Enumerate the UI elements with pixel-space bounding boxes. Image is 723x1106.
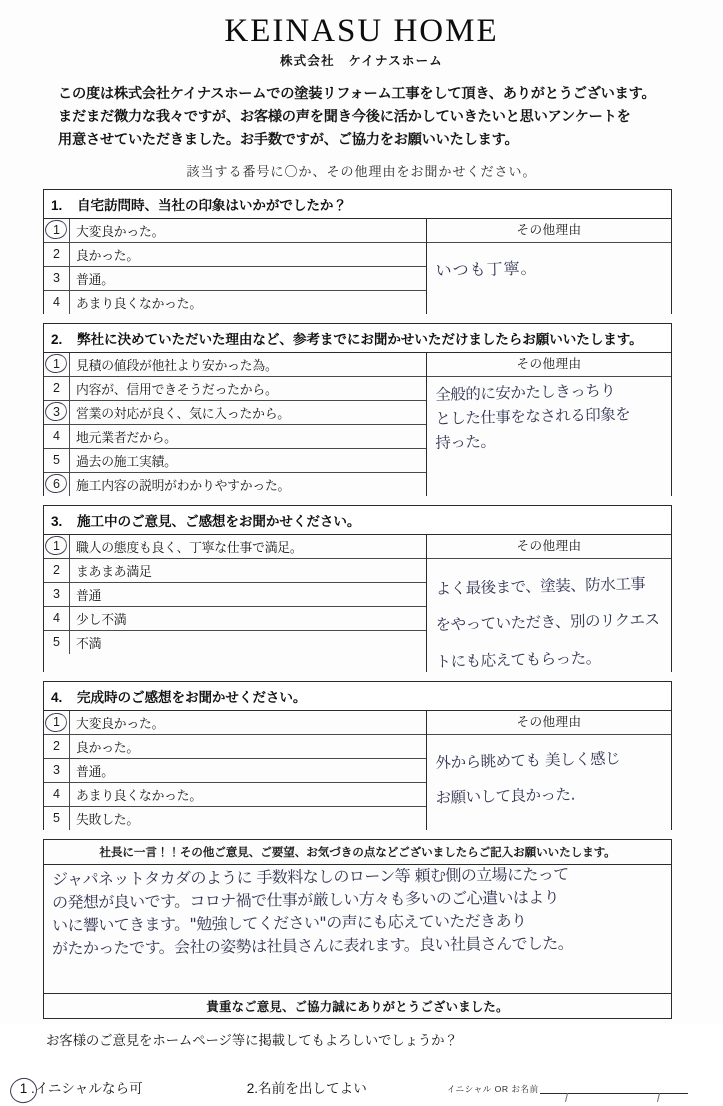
handwritten-text: をやっていただき、別のリクエス [435, 610, 660, 635]
option-label: 普通 [76, 587, 102, 603]
option-label: 内容が、信用できそうだったから。 [76, 381, 278, 397]
option-row[interactable] [44, 807, 426, 830]
option-row[interactable] [44, 735, 426, 759]
instruction-line: 該当する番号に〇か、その他理由をお聞かせください。 [186, 163, 537, 179]
question-3-options [44, 535, 427, 673]
intro-line-3: 用意させていただきました。お手数ですが、ご協力をお願いいたします。 [58, 131, 519, 148]
option-number-circled[interactable]: 1 [44, 711, 70, 734]
question-3-handwriting-area[interactable] [427, 559, 671, 673]
option-number[interactable]: 2 [44, 735, 70, 758]
question-4-options [44, 711, 427, 830]
option-number-circled[interactable]: 1 [44, 353, 70, 376]
option-label: あまり良くなかった。 [76, 295, 202, 311]
question-4-handwriting-area[interactable] [427, 735, 671, 830]
option-label: 良かった。 [76, 740, 139, 756]
option-row[interactable] [44, 631, 426, 654]
handwritten-text: いつも丁寧。 [435, 258, 538, 280]
question-1-text: 自宅訪問時、当社の印象はいかがでしたか？ [77, 197, 347, 213]
question-2-number: 2. [51, 331, 63, 347]
reason-column-header: その他理由 [427, 535, 671, 559]
option-row[interactable] [44, 243, 426, 267]
option-row[interactable] [44, 353, 426, 377]
option-label: あまり良くなかった。 [76, 788, 202, 804]
option-row[interactable] [44, 377, 426, 401]
question-block-4 [43, 681, 672, 830]
option-row[interactable] [44, 759, 426, 783]
question-4-title [44, 682, 671, 711]
president-comment-heading: 社長に一言！！その他ご意見、ご要望、お気づきの点などございましたらご記入お願いいたします。 [44, 840, 671, 865]
handwritten-text: 全般的に安かたしきっちり [435, 381, 616, 404]
option-label: 失敗した。 [76, 812, 139, 828]
question-3-number: 3. [51, 513, 63, 529]
option-label: 少し不満 [76, 611, 127, 627]
consent-option-1[interactable] [14, 1077, 143, 1097]
handwritten-text: 持った。 [435, 432, 496, 452]
option-number[interactable]: 2 [44, 559, 70, 582]
consent-option-2[interactable]: 2.名前を出してよい [246, 1081, 367, 1097]
option-row[interactable] [44, 535, 426, 559]
option-number[interactable]: 4 [44, 783, 70, 806]
question-1-reason-cell[interactable] [427, 219, 671, 314]
option-row[interactable] [44, 291, 426, 314]
question-2-title [44, 324, 671, 353]
document-header [0, 0, 723, 69]
question-2-handwriting-area[interactable] [427, 377, 671, 496]
option-number[interactable]: 2 [44, 377, 70, 400]
question-4-text: 完成時のご感想をお聞かせください。 [77, 690, 307, 706]
option-label: 大変良かった。 [76, 223, 165, 239]
option-row[interactable] [44, 267, 426, 291]
question-block-1 [43, 189, 672, 314]
question-4-reason-cell[interactable] [427, 711, 671, 830]
option-label: 職人の態度も良く、丁寧な仕事で満足。 [76, 539, 303, 555]
option-number[interactable]: 2 [44, 243, 70, 266]
option-label: 営業の対応が良く、気に入ったから。 [76, 405, 290, 421]
consent-options-row [0, 1059, 723, 1097]
option-row[interactable] [44, 473, 426, 496]
question-block-2 [43, 323, 672, 496]
signature-line[interactable] [540, 1093, 688, 1094]
option-row[interactable] [44, 783, 426, 807]
president-comment-handwriting-area[interactable] [44, 865, 671, 993]
option-label: 大変良かった。 [76, 716, 165, 732]
handwritten-text: ジャパネットタカダのように 手数料なしのローン等 頼む側の立場にたって [52, 865, 569, 890]
option-row[interactable] [44, 219, 426, 243]
question-block-3 [43, 505, 672, 673]
question-1-options [44, 219, 427, 314]
option-number[interactable]: 5 [44, 449, 70, 472]
option-row[interactable] [44, 583, 426, 607]
thank-you-line: 貴重なご意見、ご協力誠にありがとうございました。 [44, 993, 671, 1018]
option-label: 良かった。 [76, 247, 139, 263]
option-label: 過去の施工実績。 [76, 453, 177, 469]
consent-option-1-label: .イニシャルなら可 [31, 1081, 143, 1097]
brand-name-english: KEINASU HOME [224, 13, 499, 49]
reason-column-header: その他理由 [427, 353, 671, 377]
option-label: 普通。 [76, 764, 114, 780]
option-row[interactable] [44, 711, 426, 735]
option-label: 地元業者だから。 [76, 429, 177, 445]
president-comment-block [43, 839, 672, 1019]
option-number[interactable]: 4 [44, 607, 70, 630]
consent-option-1-number-circled[interactable]: 1 [16, 1081, 31, 1096]
question-1-number: 1. [51, 197, 63, 213]
question-4-number: 4. [51, 690, 63, 706]
question-2-options [44, 353, 427, 496]
intro-line-1: この度は株式会社ケイナスホームでの塗装リフォーム工事をして頂き、ありがとうございます。 [58, 85, 656, 102]
option-label: まあまあ満足 [76, 563, 152, 579]
option-row[interactable] [44, 449, 426, 473]
option-number-circled[interactable]: 1 [44, 219, 70, 242]
option-row[interactable] [44, 559, 426, 583]
handwritten-text: とした仕事をなされる印象を [435, 405, 631, 428]
option-label: 普通。 [76, 271, 114, 287]
handwritten-text: いに響いてきます。"勉強してください"の声にも応えていただきあり [52, 910, 527, 935]
option-label: 不満 [76, 635, 102, 651]
question-3-text: 施工中のご意見、ご感想をお聞かせください。 [77, 513, 361, 529]
question-2-text: 弊社に決めていただいた理由など、参考までにお聞かせいただけましたらお願いいたします。 [77, 331, 643, 347]
option-number-circled[interactable]: 3 [44, 401, 70, 424]
option-number[interactable]: 5 [44, 631, 70, 654]
signature-hint-label: イニシャル OR お名前 [446, 1084, 539, 1095]
handwritten-text: の発想が良いです。コロナ禍で仕事が厳しい方々も多いのご心遣いはより [52, 887, 560, 913]
handwritten-text: お願いして良かった. [435, 785, 576, 808]
handwritten-text: がたかったです。会社の姿勢は社員さんに表れます。良い社員さんでした。 [52, 933, 574, 958]
consent-question: お客様のご意見をホームページ等に掲載してもよろしいでしょうか？ [46, 1033, 458, 1049]
question-3-reason-cell[interactable] [427, 535, 671, 673]
option-row[interactable] [44, 607, 426, 631]
option-number[interactable]: 4 [44, 425, 70, 448]
option-number-circled[interactable]: 6 [44, 473, 70, 496]
option-row[interactable] [44, 401, 426, 425]
option-number[interactable]: 3 [44, 759, 70, 782]
option-label: 見積の値段が他社より安かった為。 [76, 357, 278, 373]
brand-name-japanese: 株式会社 ケイナスホーム [279, 52, 444, 68]
option-number[interactable]: 3 [44, 583, 70, 606]
handwritten-text: 外から眺めても 美しく感じ [435, 749, 621, 773]
reason-column-header: その他理由 [427, 711, 671, 735]
option-number-circled[interactable]: 1 [44, 535, 70, 558]
question-3-title [44, 506, 671, 535]
option-label: 施工内容の説明がわかりやすかった。 [76, 477, 291, 493]
handwritten-text: よく最後まで、塗装、防水工事 [435, 574, 646, 598]
option-row[interactable] [44, 425, 426, 449]
question-2-reason-cell[interactable] [427, 353, 671, 496]
reason-column-header: その他理由 [427, 219, 671, 243]
intro-paragraph [58, 83, 671, 152]
option-number[interactable]: 3 [44, 267, 70, 290]
question-1-title [44, 190, 671, 219]
intro-line-2: まだまだ微力な我々ですが、お客様の声を聞き今後に活かしていきたいと思いアンケートを [58, 108, 631, 125]
question-1-handwriting-area[interactable] [427, 243, 671, 314]
option-number[interactable]: 4 [44, 291, 70, 314]
option-number[interactable]: 5 [44, 807, 70, 830]
handwritten-text: トにも応えてもらった。 [435, 648, 601, 671]
